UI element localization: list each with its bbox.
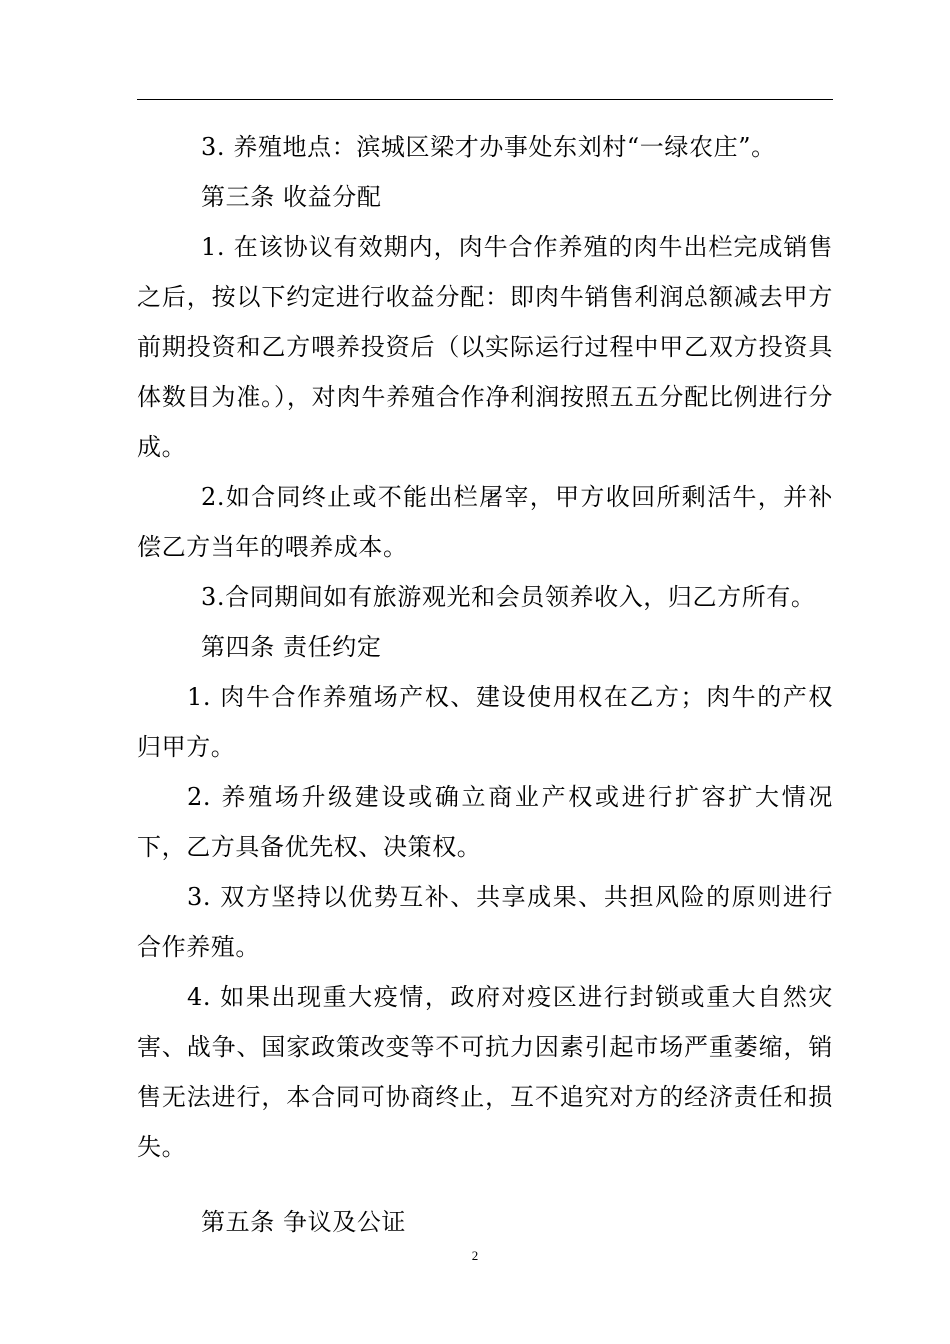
paragraph-force-majeure: 4. 如果出现重大疫情，政府对疫区进行封锁或重大自然灾害、战争、国家政策改变等不可抗力因素引起市场严重萎缩，销售无法进行，本合同可协商终止，互不追究对方的经济责任和损失。 (137, 983, 833, 1161)
article-three-heading: 第三条 收益分配 (201, 183, 382, 211)
paragraph-spacer (137, 1172, 833, 1197)
article-five-heading: 第五条 争议及公证 (201, 1208, 407, 1236)
paragraph-termination-compensation: 2.如合同终止或不能出栏屠宰，甲方收回所剩活牛，并补偿乙方当年的喂养成本。 (137, 483, 833, 561)
paragraph-property-rights: 1. 肉牛合作养殖场产权、建设使用权在乙方；肉牛的产权归甲方。 (137, 683, 833, 761)
paragraph-breeding-location: 3. 养殖地点：滨城区梁才办事处东刘村“一绿农庄”。 (201, 133, 776, 161)
paragraph-priority-rights: 2. 养殖场升级建设或确立商业产权或进行扩容扩大情况下，乙方具备优先权、决策权。 (137, 783, 833, 861)
document-body (137, 122, 833, 1247)
article-four-heading: 第四条 责任约定 (201, 633, 382, 661)
paragraph-tourism-income: 3.合同期间如有旅游观光和会员领养收入，归乙方所有。 (201, 583, 816, 611)
paragraph-profit-distribution: 1. 在该协议有效期内，肉牛合作养殖的肉牛出栏完成销售之后，按以下约定进行收益分配：即肉牛销售利润总额减去甲方前期投资和乙方喂养投资后（以实际运行过程中甲乙双方投资具体数目为准。），对肉牛养殖合作净利润按照五五分配比例进行分成。 (137, 233, 833, 461)
paragraph-cooperation-principle: 3. 双方坚持以优势互补、共享成果、共担风险的原则进行合作养殖。 (137, 883, 833, 961)
header-rule (137, 99, 833, 100)
page-number: 2 (471, 1248, 479, 1263)
